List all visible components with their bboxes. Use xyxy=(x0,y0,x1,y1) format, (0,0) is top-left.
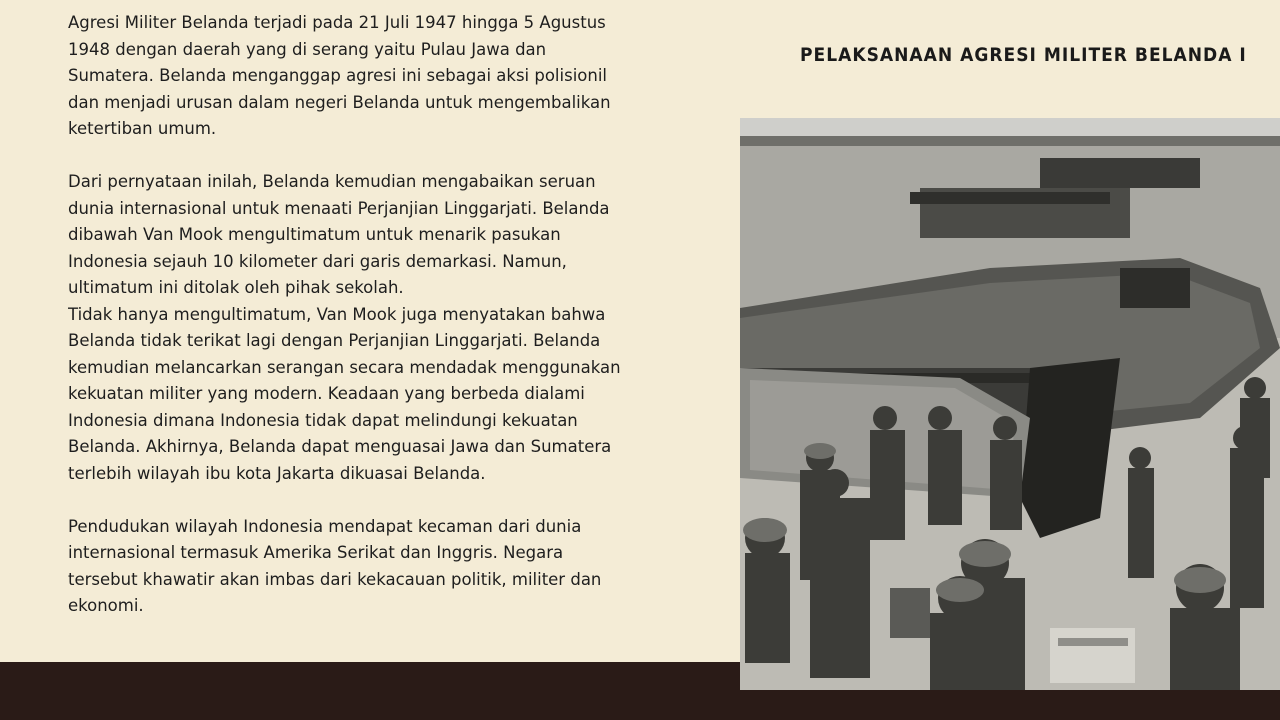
paragraph-3: Tidak hanya mengultimatum, Van Mook juga menyatakan bahwa Belanda tidak terikat lagi dengan Perjanjian Linggarjati. Belanda kemudian melancarkan serangan secara mendadak menggunakan kekuatan militer yang modern. Keadaan yang berbeda dialami Indonesia dimana Indonesia tidak dapat melindungi kekuatan Belanda. Akhirnya, Belanda dapat menguasai Jawa dan Sumatera terlebih wilayah ibu kota Jakarta dikuasai Belanda. xyxy=(68,304,621,483)
slide-title: PELAKSANAAN AGRESI MILITER BELANDA I xyxy=(800,44,1247,66)
historical-photo xyxy=(740,118,1280,690)
footer-bar-right xyxy=(740,690,1280,720)
paragraph-4: Pendudukan wilayah Indonesia mendapat kecaman dari dunia internasional termasuk Amerika Serikat dan Inggris. Negara tersebut khawatir akan imbas dari kekacauan politik, militer dan ekonomi. xyxy=(68,516,602,615)
body-text xyxy=(68,10,628,662)
paragraph-spacer xyxy=(68,143,628,170)
paragraph-1: Agresi Militer Belanda terjadi pada 21 Juli 1947 hingga 5 Agustus 1948 dengan daerah yang di serang yaitu Pulau Jawa dan Sumatera. Belanda menganggap agresi ini sebagai aksi polisionil dan menjadi urusan dalam negeri Belanda untuk mengembalikan ketertiban umum. xyxy=(68,13,611,138)
tank-soldiers-image xyxy=(740,118,1280,690)
paragraph-spacer xyxy=(68,487,628,514)
footer-bar xyxy=(0,662,740,720)
paragraph-2: Dari pernyataan inilah, Belanda kemudian mengabaikan seruan dunia internasional untuk menaati Perjanjian Linggarjati. Belanda dibawah Van Mook mengultimatum untuk menarik pasukan Indonesia sejauh 10 kilometer dari garis demarkasi. Namun, ultimatum ini ditolak oleh pihak sekolah. xyxy=(68,172,610,297)
